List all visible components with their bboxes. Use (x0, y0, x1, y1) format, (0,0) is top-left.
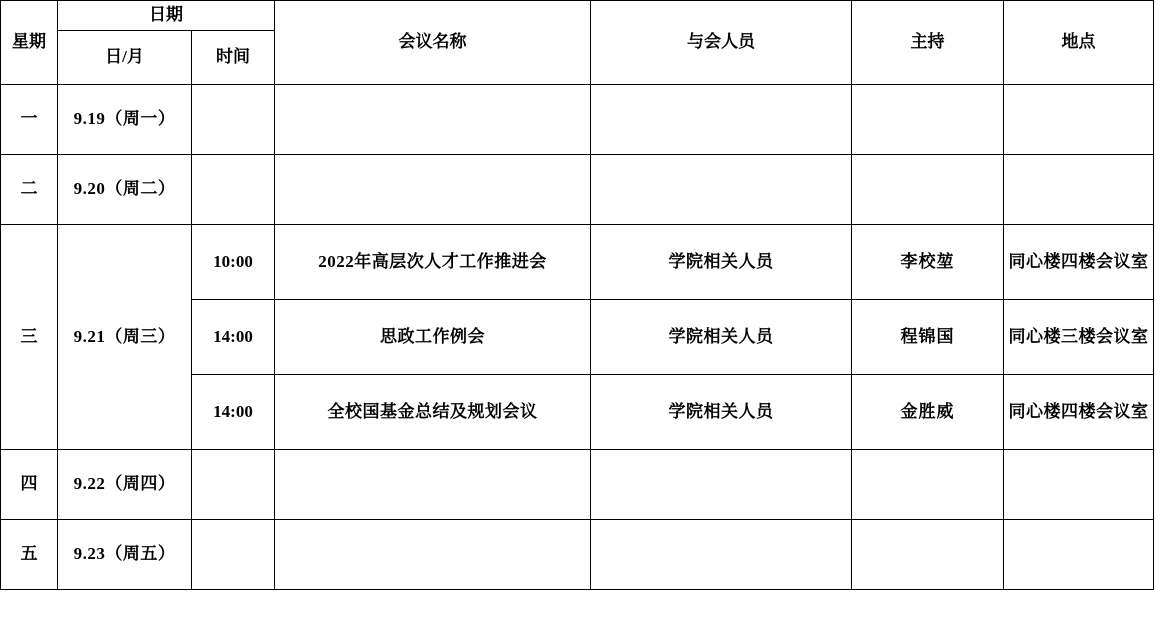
cell-week: 四 (1, 450, 58, 520)
cell-date: 9.20（周二） (58, 155, 192, 225)
cell-host (852, 85, 1004, 155)
cell-meeting-name: 2022年高层次人才工作推进会 (275, 225, 591, 300)
cell-meeting-name (275, 520, 591, 590)
header-row-top (1, 1, 1154, 31)
header-time: 时间 (192, 31, 275, 85)
cell-time (192, 450, 275, 520)
cell-date: 9.21（周三） (58, 225, 192, 450)
cell-attendees: 学院相关人员 (591, 375, 852, 450)
cell-location (1004, 155, 1154, 225)
cell-location (1004, 450, 1154, 520)
cell-host: 程锦国 (852, 300, 1004, 375)
table-row (1, 520, 1154, 590)
header-day-month: 日/月 (58, 31, 192, 85)
header-meeting-name: 会议名称 (275, 1, 591, 85)
table-row (1, 85, 1154, 155)
cell-week: 三 (1, 225, 58, 450)
cell-location: 同心楼三楼会议室 (1004, 300, 1154, 375)
cell-host: 李校堃 (852, 225, 1004, 300)
cell-attendees: 学院相关人员 (591, 225, 852, 300)
table-row (1, 450, 1154, 520)
cell-attendees (591, 450, 852, 520)
header-date-group: 日期 (58, 1, 275, 31)
cell-attendees (591, 85, 852, 155)
cell-attendees: 学院相关人员 (591, 300, 852, 375)
cell-time: 10:00 (192, 225, 275, 300)
cell-week: 二 (1, 155, 58, 225)
cell-host (852, 155, 1004, 225)
cell-host (852, 520, 1004, 590)
cell-meeting-name (275, 155, 591, 225)
cell-attendees (591, 520, 852, 590)
cell-time: 14:00 (192, 300, 275, 375)
table-row (1, 155, 1154, 225)
header-attendees: 与会人员 (591, 1, 852, 85)
table-body (1, 85, 1154, 590)
cell-time: 14:00 (192, 375, 275, 450)
table-header (1, 1, 1154, 85)
cell-date: 9.23（周五） (58, 520, 192, 590)
cell-attendees (591, 155, 852, 225)
cell-host: 金胜威 (852, 375, 1004, 450)
table-row (1, 225, 1154, 300)
cell-time (192, 520, 275, 590)
header-location: 地点 (1004, 1, 1154, 85)
cell-meeting-name: 思政工作例会 (275, 300, 591, 375)
cell-time (192, 155, 275, 225)
cell-meeting-name (275, 85, 591, 155)
cell-meeting-name (275, 450, 591, 520)
cell-meeting-name: 全校国基金总结及规划会议 (275, 375, 591, 450)
cell-location: 同心楼四楼会议室 (1004, 225, 1154, 300)
cell-week: 五 (1, 520, 58, 590)
cell-host (852, 450, 1004, 520)
cell-date: 9.22（周四） (58, 450, 192, 520)
cell-location (1004, 520, 1154, 590)
cell-date: 9.19（周一） (58, 85, 192, 155)
header-week: 星期 (1, 1, 58, 85)
cell-week: 一 (1, 85, 58, 155)
header-host: 主持 (852, 1, 1004, 85)
cell-location: 同心楼四楼会议室 (1004, 375, 1154, 450)
cell-time (192, 85, 275, 155)
cell-location (1004, 85, 1154, 155)
